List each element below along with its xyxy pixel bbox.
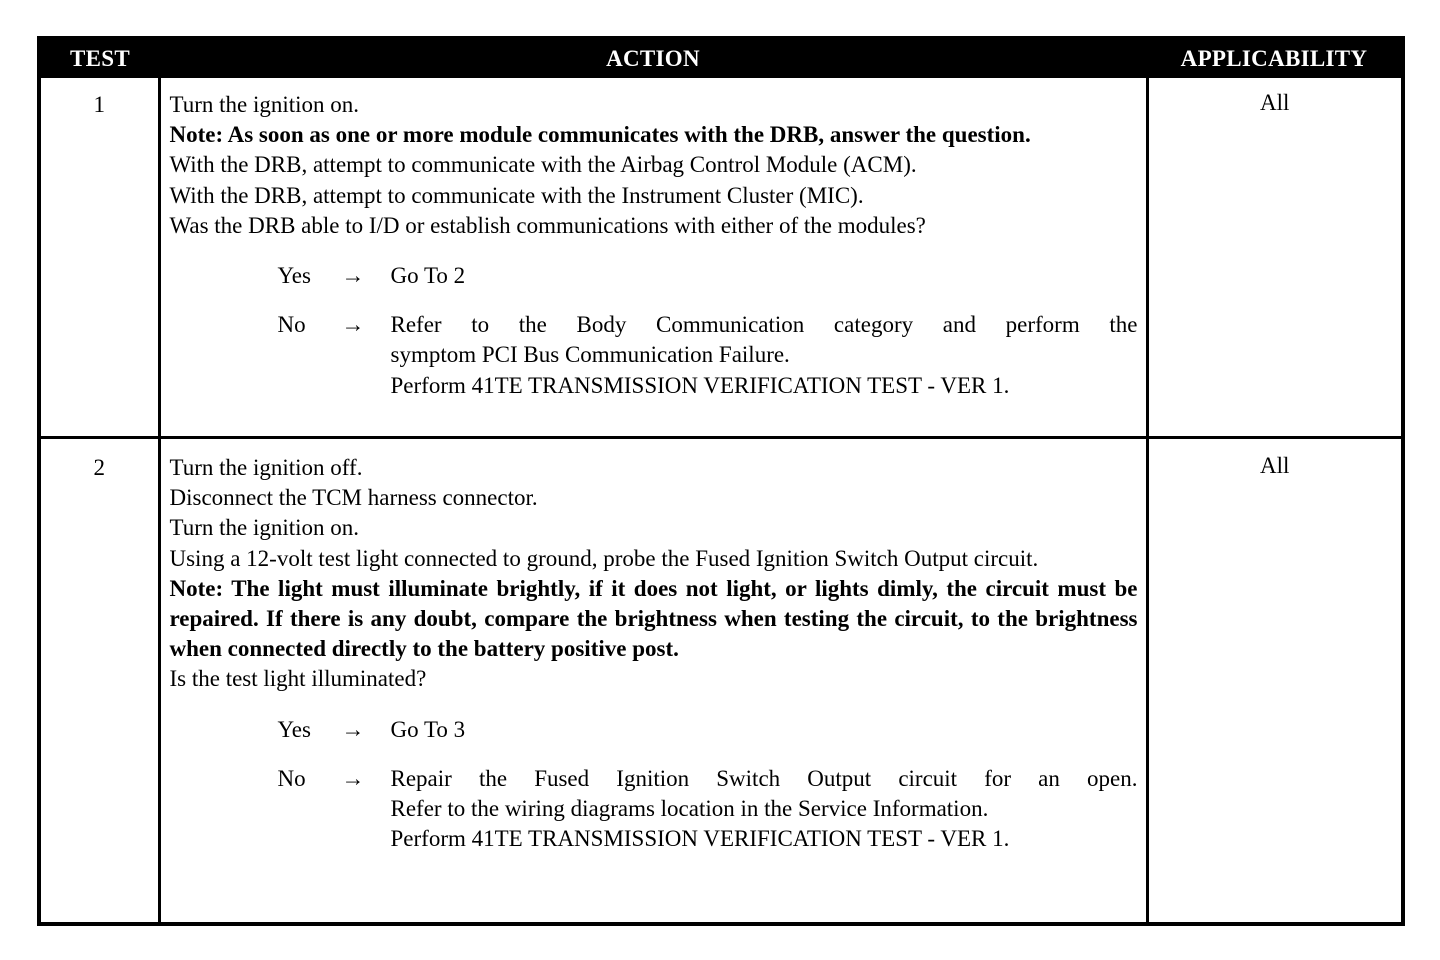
- answer-line: Refer to the wiring diagrams location in the Service Information.: [390, 796, 989, 822]
- answer-yes-label: Yes: [277, 263, 311, 289]
- answer-no-label: No: [277, 765, 306, 791]
- action-step: Turn the ignition on.: [169, 515, 360, 541]
- answer-line: Repair the Fused Ignition Switch Output circuit for an open.: [390, 765, 1138, 791]
- answer-line: Perform 41TE TRANSMISSION VERIFICATION TEST - VER 1.: [390, 372, 1010, 398]
- action-step: Disconnect the TCM harness connector.: [169, 485, 538, 511]
- action-question: Is the test light illuminated?: [169, 666, 427, 692]
- header-applicability: APPLICABILITY: [1147, 38, 1403, 78]
- answer-yes-body: [391, 261, 1138, 291]
- action-step: With the DRB, attempt to communicate with the Instrument Cluster (MIC).: [169, 182, 864, 208]
- answer-line: Go To 2: [390, 263, 466, 289]
- applicability-value: All: [1147, 78, 1403, 438]
- answer-yes-body: [391, 715, 1138, 745]
- answer-yes: [278, 261, 1138, 291]
- header-action: ACTION: [159, 38, 1147, 78]
- action-step: Using a 12-volt test light connected to ground, probe the Fused Ignition Switch Output circuit.: [169, 545, 1039, 571]
- action-question: Was the DRB able to I/D or establish communications with either of the modules?: [169, 212, 926, 238]
- answer-line: Refer to the Body Communication category and perform the: [390, 312, 1138, 338]
- action-step: Turn the ignition off.: [169, 455, 363, 480]
- test-row-2: [39, 438, 1403, 925]
- answer-line: Perform 41TE TRANSMISSION VERIFICATION TEST - VER 1.: [390, 826, 1010, 852]
- test-row-1: [39, 78, 1403, 438]
- diagnostic-test-table: [37, 36, 1405, 926]
- answer-yes: [278, 715, 1138, 745]
- answer-no-label: No: [277, 312, 306, 338]
- answer-no-body: [391, 764, 1138, 855]
- action-step: Turn the ignition on.: [169, 92, 360, 117]
- action-cell: [159, 438, 1147, 925]
- header-test: TEST: [39, 38, 159, 78]
- test-number: 1: [39, 78, 159, 438]
- action-cell: [159, 78, 1147, 438]
- action-note: Note: The light must illuminate brightly, if it does not light, or lights dimly, the circuit must be repaired. If there is any doubt, compare the brightness when testing the circuit, to the brightness when connected directly to the battery positive post.: [169, 575, 1138, 662]
- applicability-value: All: [1147, 438, 1403, 925]
- answer-line: Go To 3: [390, 716, 466, 742]
- header-row: [39, 38, 1403, 78]
- arrow-right-icon: →: [341, 312, 365, 338]
- answer-yes-label: Yes: [277, 716, 311, 742]
- action-note: Note: As soon as one or more module communicates with the DRB, answer the question.: [169, 122, 1031, 148]
- arrow-right-icon: →: [341, 765, 365, 791]
- test-number: 2: [39, 438, 159, 925]
- answer-no-body: [391, 310, 1138, 401]
- answer-no: [278, 310, 1138, 401]
- answer-line: symptom PCI Bus Communication Failure.: [390, 342, 790, 368]
- answer-no: [278, 764, 1138, 855]
- arrow-right-icon: →: [341, 263, 365, 289]
- action-step: With the DRB, attempt to communicate with the Airbag Control Module (ACM).: [169, 152, 917, 178]
- arrow-right-icon: →: [341, 716, 365, 742]
